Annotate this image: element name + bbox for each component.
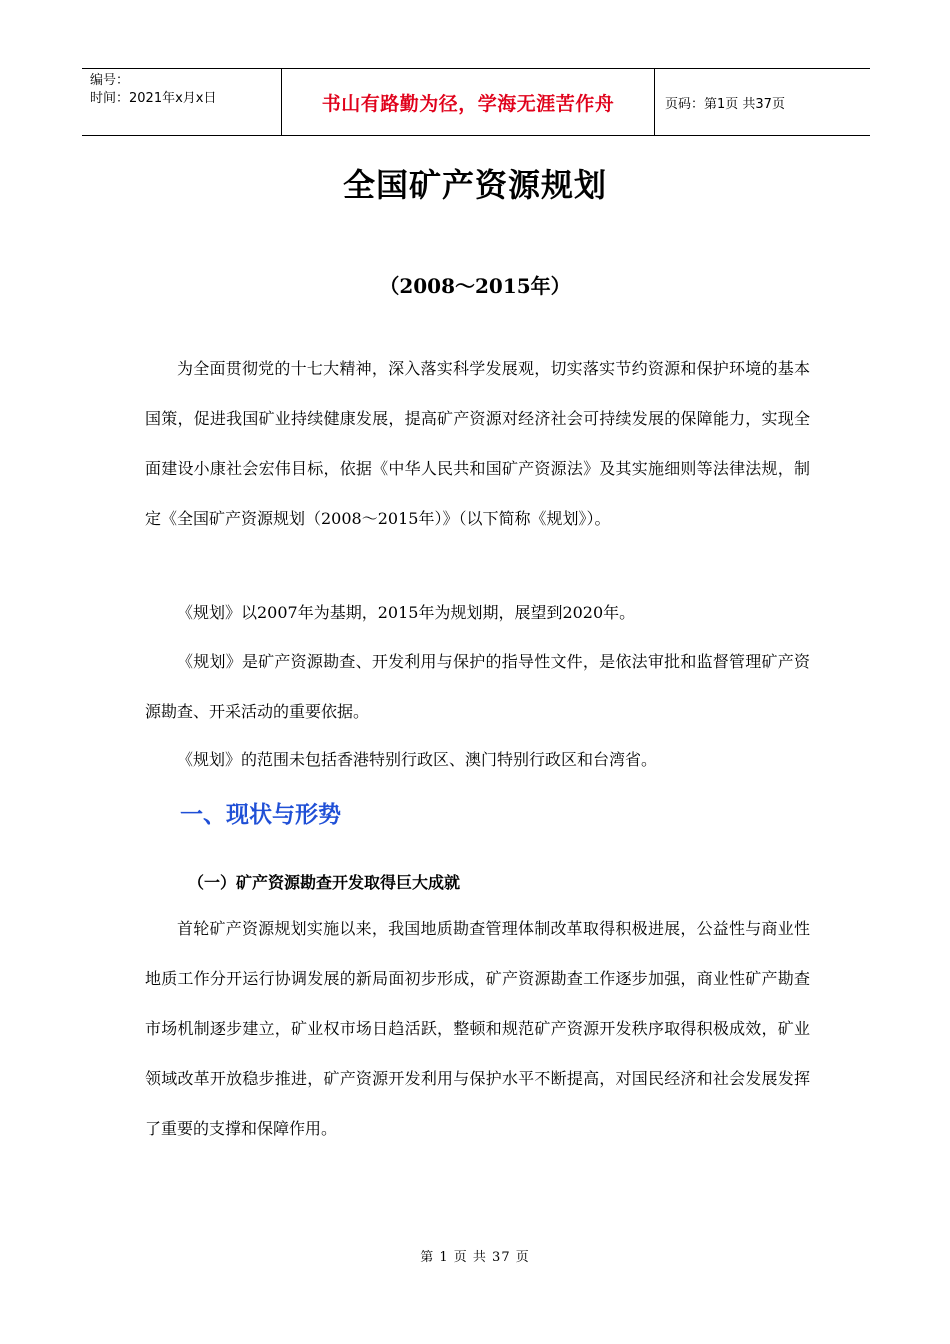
header-motto: 书山有路勤为径，学海无涯苦作舟	[282, 69, 655, 135]
document-title: 全国矿产资源规划	[342, 166, 607, 204]
scope-text: 《规划》的范围未包括香港特别行政区、澳门特别行政区和台湾省。	[177, 750, 658, 769]
header-page-info: 页码：第1页 共37页	[665, 96, 785, 112]
document-subtitle: （2008～2015年）	[379, 274, 571, 298]
time-label: 时间：2021年x月x日	[90, 91, 217, 106]
guide-paragraph	[145, 637, 810, 737]
document-header	[82, 68, 870, 136]
achievement-text: 首轮矿产资源规划实施以来，我国地质勘查管理体制改革取得积极进展，公益性与商业性地质工作分开运行协调发展的新局面初步形成，矿产资源勘查工作逐步加强，商业性矿产勘查市场机制逐步建立，矿业权市场日趋活跃，整顿和规范矿产资源开发秩序取得积极成效，矿业领域改革开放稳步推进，矿产资源开发利用与保护水平不断提高，对国民经济和社会发展发挥了重要的支撑和保障作用。	[145, 919, 810, 1138]
header-meta	[82, 69, 282, 135]
section-heading: 一、现状与形势	[180, 802, 341, 828]
base-period-text: 《规划》以2007年为基期，2015年为规划期，展望到2020年。	[177, 603, 636, 622]
guide-text: 《规划》是矿产资源勘查、开发利用与保护的指导性文件，是依法审批和监督管理矿产资源勘查、开采活动的重要依据。	[145, 652, 810, 721]
achievement-paragraph	[145, 904, 810, 1154]
page-footer: 第 1 页 共 37 页	[420, 1250, 530, 1265]
intro-text: 为全面贯彻党的十七大精神，深入落实科学发展观，切实落实节约资源和保护环境的基本国策，促进我国矿业持续健康发展，提高矿产资源对经济社会可持续发展的保障能力，实现全面建设小康社会宏伟目标，依据《中华人民共和国矿产资源法》及其实施细则等法律法规，制定《全国矿产资源规划（2008～2015年）》（以下简称《规划》）。	[145, 359, 810, 528]
scope-paragraph	[145, 735, 810, 785]
number-label: 编号：	[90, 73, 130, 88]
subsection-heading: （一）矿产资源勘查开发取得巨大成就	[188, 873, 461, 892]
intro-paragraph	[145, 344, 810, 544]
base-period-paragraph	[145, 588, 810, 638]
